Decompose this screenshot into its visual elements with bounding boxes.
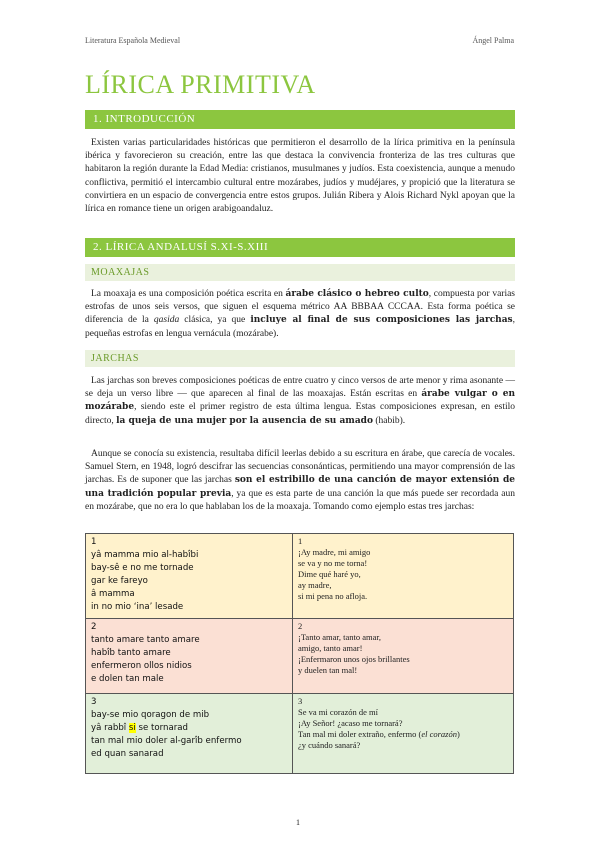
header-left: Literatura Española Medieval — [85, 36, 181, 45]
poem-line: ay madre, — [298, 580, 332, 590]
poem-number: 1 — [298, 536, 303, 546]
poem-line: tanto amare tanto amare — [91, 635, 200, 645]
poem-translation-cell — [293, 534, 514, 619]
text-run: , pequeñas estrofas en lengua vernácula (mozárabe). — [85, 315, 515, 339]
bold-run: incluye al final de sus composiciones las jarchas — [250, 315, 513, 326]
subsection-heading-jarchas: JARCHAS — [85, 350, 515, 367]
poem-line: y duelen tan mal! — [298, 665, 358, 675]
poem-original-cell — [86, 694, 293, 774]
poem-line: ¡Ay madre, mi amigo — [298, 547, 371, 557]
bold-run: la queja de una mujer por la ausencia de su amado — [116, 415, 373, 426]
section-heading-introduccion: 1. INTRODUCCIÓN — [85, 110, 515, 129]
poem-translation-cell — [293, 694, 514, 774]
poem-line: tan mal mio doler al-garîb enfermo — [91, 736, 242, 746]
poem-number: 3 — [91, 697, 97, 707]
text-run: , compuesta por varias estrofas de unos seis versos, que siguen el esquema métrico AA BBBAA CCCAA. Esta forma poética se diferencia de la — [85, 289, 516, 326]
poem-line: ¿y cuándo sanará? — [298, 740, 361, 750]
table-row — [86, 619, 514, 694]
poem-line: bay-se mio qoragon de mib — [91, 710, 210, 720]
bold-run: son el estribillo de una canción de mayor extensión de una tradición popular previa — [85, 475, 515, 499]
text-run: , ya que es esta parte de una canción la que más puede ser recordada aun en mozárabe, que no era lo que hablaban los de la moaxaja. Tomando como ejemplo estas tres jarchas: — [85, 488, 515, 512]
table-row — [86, 534, 514, 619]
poem-line: habîb tanto amare — [91, 648, 171, 658]
subsection-heading-moaxajas: MOAXAJAS — [85, 264, 515, 281]
text-run: Las jarchas son breves composiciones poéticas de entre cuatro y cinco versos de arte menor y rima asonante — se deja un verso libre — que aparecen al final de las moaxajas. Están escritas en — [85, 376, 515, 400]
poem-translation-cell — [293, 619, 514, 694]
text-run: (habib). — [372, 415, 406, 426]
poem-line: enfermeron ollos nidios — [91, 661, 192, 671]
poem-line: si mi pena no afloja. — [298, 591, 368, 601]
text-run: ) — [456, 729, 460, 739]
poem-line — [298, 729, 508, 740]
page-number: 1 — [296, 818, 300, 827]
poem-line: gar ke fareyo — [91, 576, 148, 586]
highlighted-word: si — [128, 723, 136, 733]
poem-line: â mamma — [91, 589, 135, 599]
italic-run: el corazón — [421, 729, 457, 739]
poem-line: ¡Ay Señor! ¿acaso me tornará? — [298, 718, 403, 728]
jarchas-table — [85, 533, 514, 774]
poem-line: ¡Enfermaron unos ojos brillantes — [298, 654, 410, 664]
page-title: LÍRICA PRIMITIVA — [85, 70, 316, 99]
text-run: La moaxaja es una composición poética escrita en — [91, 289, 286, 299]
text-run: yâ rabbî — [91, 723, 129, 733]
text-run: se tornarad — [135, 723, 189, 733]
section-heading-lirica-andalusi: 2. LÍRICA ANDALUSÍ S.XI-S.XIII — [85, 238, 515, 257]
poem-line — [91, 722, 287, 735]
poem-line: bay-sê e no me tornade — [91, 563, 194, 573]
poem-number: 3 — [298, 696, 303, 706]
jarchas-paragraph-2 — [85, 448, 515, 514]
poem-number: 1 — [91, 537, 97, 547]
poem-line: Dime qué haré yo, — [298, 569, 361, 579]
poem-line: in no mio ‘ina’ lesade — [91, 602, 184, 612]
poem-line: amigo, tanto amar! — [298, 643, 363, 653]
poem-line: e dolen tan male — [91, 674, 164, 684]
poem-number: 2 — [91, 622, 97, 632]
italic-run: qasida — [153, 315, 180, 326]
header-right: Ángel Palma — [472, 36, 514, 45]
poem-line: ed quan sanarad — [91, 749, 164, 759]
text-run: Tan mal mi doler extraño, enfermo ( — [298, 729, 422, 739]
poem-original-cell — [86, 619, 293, 694]
poem-original-cell — [86, 534, 293, 619]
text-run: Aunque se conocía su existencia, resultaba difícil leerlas debido a su escritura en árabe, que carecía de vocales. Samuel Stern, en 1948, logró descifrar las secuencias consonánticas, permitiendo una mayor comprensión de las jarchas. Es de suponer que las jarchas — [85, 449, 515, 486]
bold-run: árabe clásico o hebreo culto — [285, 289, 429, 299]
poem-line: ¡Tanto amar, tanto amar, — [298, 632, 381, 642]
text-run: clásica, ya que — [179, 315, 251, 326]
intro-paragraph: Existen varias particularidades históricas que permitieron el desarrollo de la lírica primitiva en la península ibérica y favorecieron su creación, entre las que destaca la convivencia fronteriza de las tres culturas que habitaron la región durante la Edad Media: cristianos, musulmanes y judíos. Esta coexistencia, aunque a menudo conflictiva, permitió el intercambio cultural entre mozárabes, judíos y mudéjares, y propició que la literatura se convirtiera en un espacio de convergencia entre estos grupos. Julián Ribera y Alois Richard Nykl apoyan que la lírica en romance tiene un origen arabigoandaluz. — [85, 138, 515, 215]
table-row — [86, 694, 514, 774]
text-run: , siendo este el primer registro de esta última lengua. Estas composiciones expresan, en estilo directo, — [85, 402, 515, 426]
bold-run: árabe vulgar o en mozárabe — [85, 389, 516, 413]
poem-number: 2 — [298, 621, 303, 631]
poem-line: yâ mamma mio al-habîbi — [91, 550, 199, 560]
jarchas-paragraph-1 — [85, 375, 515, 428]
moaxajas-paragraph — [85, 288, 515, 341]
poem-line: Se va mi corazón de mí — [298, 707, 379, 717]
poem-line: se va y no me torna! — [298, 558, 368, 568]
